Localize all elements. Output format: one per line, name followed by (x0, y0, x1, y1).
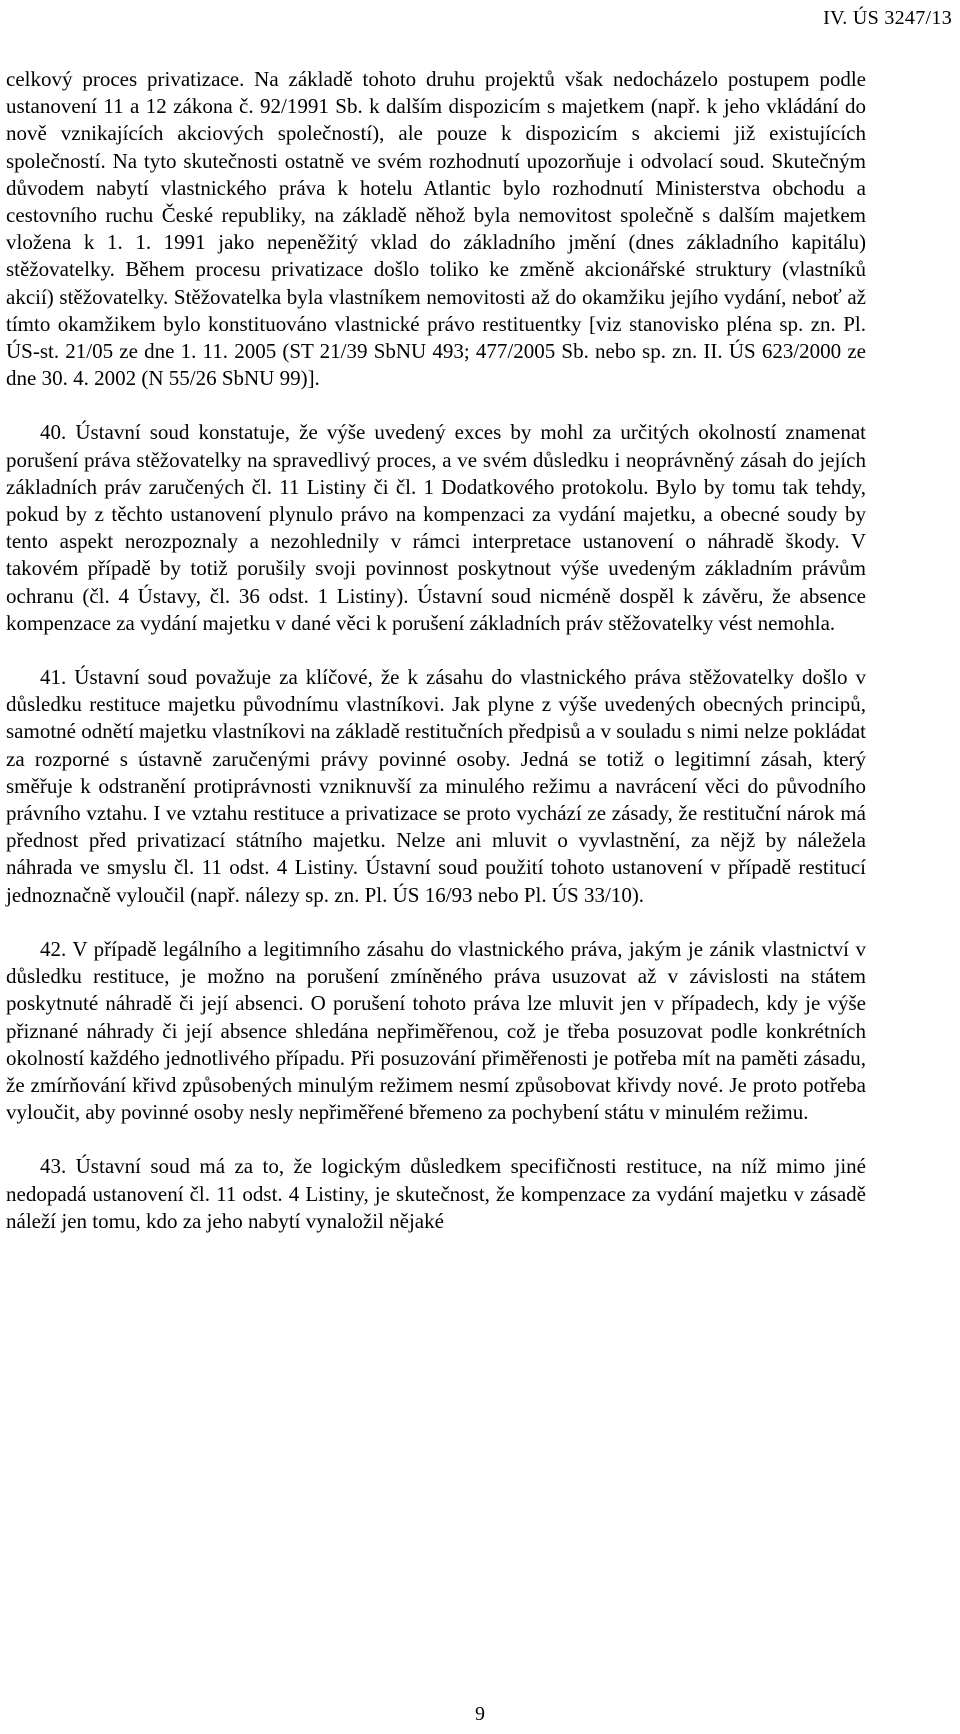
paragraph-43 (6, 1153, 866, 1235)
paragraph-40 (6, 419, 866, 637)
paragraph-text: V případě legálního a legitimního zásahu do vlastnického práva, jakým je zánik vlastnictví v důsledku restituce, je možno na porušení zmíněného práva usuzovat až v závislosti na státem poskytnuté náhradě či její absenci. O porušení tohoto práva lze mluvit jen v případech, kdy je výše přiznané náhrady či její absence shledána nepřiměřenou, což je třeba posuzovat podle konkrétních okolností každého jednotlivého případu. Při posuzování přiměřenosti je potřeba mít na paměti zásadu, že zmírňování křivd způsobených minulým režimem nesmí způsobovat křivdy nové. Je proto potřeba vyloučit, aby povinné osoby nesly nepřiměřené břemeno za pochybení státu v minulém režimu. (6, 936, 866, 1125)
case-number-header: IV. ÚS 3247/13 (823, 7, 952, 29)
paragraph-continuation (6, 66, 866, 392)
paragraph-number: 42. (40, 936, 67, 961)
paragraph-number: 40. (40, 420, 67, 445)
page-number: 9 (475, 1703, 485, 1725)
paragraph-number: 41. (40, 665, 67, 690)
document-body (6, 66, 866, 1235)
paragraph-text: Ústavní soud konstatuje, že výše uvedený exces by mohl za určitých okolností znamenat porušení práva stěžovatelky na spravedlivý proces, a ve svém důsledku i neoprávněný zásah do jejích základních práv zaručených čl. 11 Listiny či čl. 1 Dodatkového protokolu. Bylo by tomu tak tehdy, pokud by z těchto ustanovení plynulo právo na kompenzaci za vydání majetku, a obecné soudy by tento aspekt nerozpoznaly a nezohlednily v rámci interpretace ustanovení o náhradě škody. V takovém případě by totiž porušily svoji povinnost poskytnout výše uvedeným základním právům ochranu (čl. 4 Ústavy, čl. 36 odst. 1 Listiny). Ústavní soud nicméně dospěl k závěru, že absence kompenzace za vydání majetku v dané věci k porušení základních práv stěžovatelky vést nemohla. (6, 420, 866, 635)
paragraph-42 (6, 936, 866, 1126)
paragraph-41 (6, 664, 866, 909)
paragraph-text: Ústavní soud má za to, že logickým důsledkem specifičnosti restituce, na níž mimo jiné nedopadá ustanovení čl. 11 odst. 4 Listiny, je skutečnost, že kompenzace za vydání majetku v zásadě náleží jen tomu, kdo za jeho nabytí vynaložil nějaké (6, 1154, 866, 1233)
paragraph-text: celkový proces privatizace. Na základě tohoto druhu projektů však nedocházelo postupem podle ustanovení 11 a 12 zákona č. 92/1991 Sb. k dalším dispozicím s majetkem (např. k jeho vkládání do nově vznikajících akciových společností), ale pouze k dispozicím s akciemi již existujících společností. Na tyto skutečnosti ostatně ve svém rozhodnutí upozorňuje i odvolací soud. Skutečným důvodem nabytí vlastnického práva k hotelu Atlantic bylo rozhodnutí Ministerstva obchodu a cestovního ruchu České republiky, na základě něhož byla nemovitost společně s dalším majetkem vložena k 1. 1. 1991 jako nepeněžitý vklad do základního jmění (dnes základního kapitálu) stěžovatelky. Během procesu privatizace došlo toliko ke změně akcionářské struktury (vlastníků akcií) stěžovatelky. Stěžovatelka byla vlastníkem nemovitosti až do okamžiku jejího vydání, neboť až tímto okamžikem bylo konstituováno vlastnické právo restituentky [viz stanovisko pléna sp. zn. Pl. ÚS-st. 21/05 ze dne 1. 11. 2005 (ST 21/39 SbNU 493; 477/2005 Sb. nebo sp. zn. II. ÚS 623/2000 ze dne 30. 4. 2002 (N 55/26 SbNU 99)]. (6, 67, 866, 391)
paragraph-text: Ústavní soud považuje za klíčové, že k zásahu do vlastnického práva stěžovatelky došlo v důsledku restituce majetku původnímu vlastníkovi. Jak plyne z výše uvedených obecných principů, samotné odnětí majetku vlastníkovi na základě restitučních předpisů a v souladu s nimi nelze pokládat za rozporné s ústavně zaručenými právy povinné osoby. Jedná se totiž o legitimní zásah, který směřuje k odstranění protiprávnosti vzniknuvší za minulého režimu a navrácení věci do původního právního vztahu. I ve vztahu restituce a privatizace se proto vychází ze zásady, že restituční nárok má přednost před privatizací státního majetku. Nelze ani mluvit o vyvlastnění, za nějž by náležela náhrada ve smyslu čl. 11 odst. 4 Listiny. Ústavní soud použití tohoto ustanovení v případě restitucí jednoznačně vyloučil (např. nálezy sp. zn. Pl. ÚS 16/93 nebo Pl. ÚS 33/10). (6, 665, 867, 907)
paragraph-number: 43. (40, 1154, 67, 1179)
